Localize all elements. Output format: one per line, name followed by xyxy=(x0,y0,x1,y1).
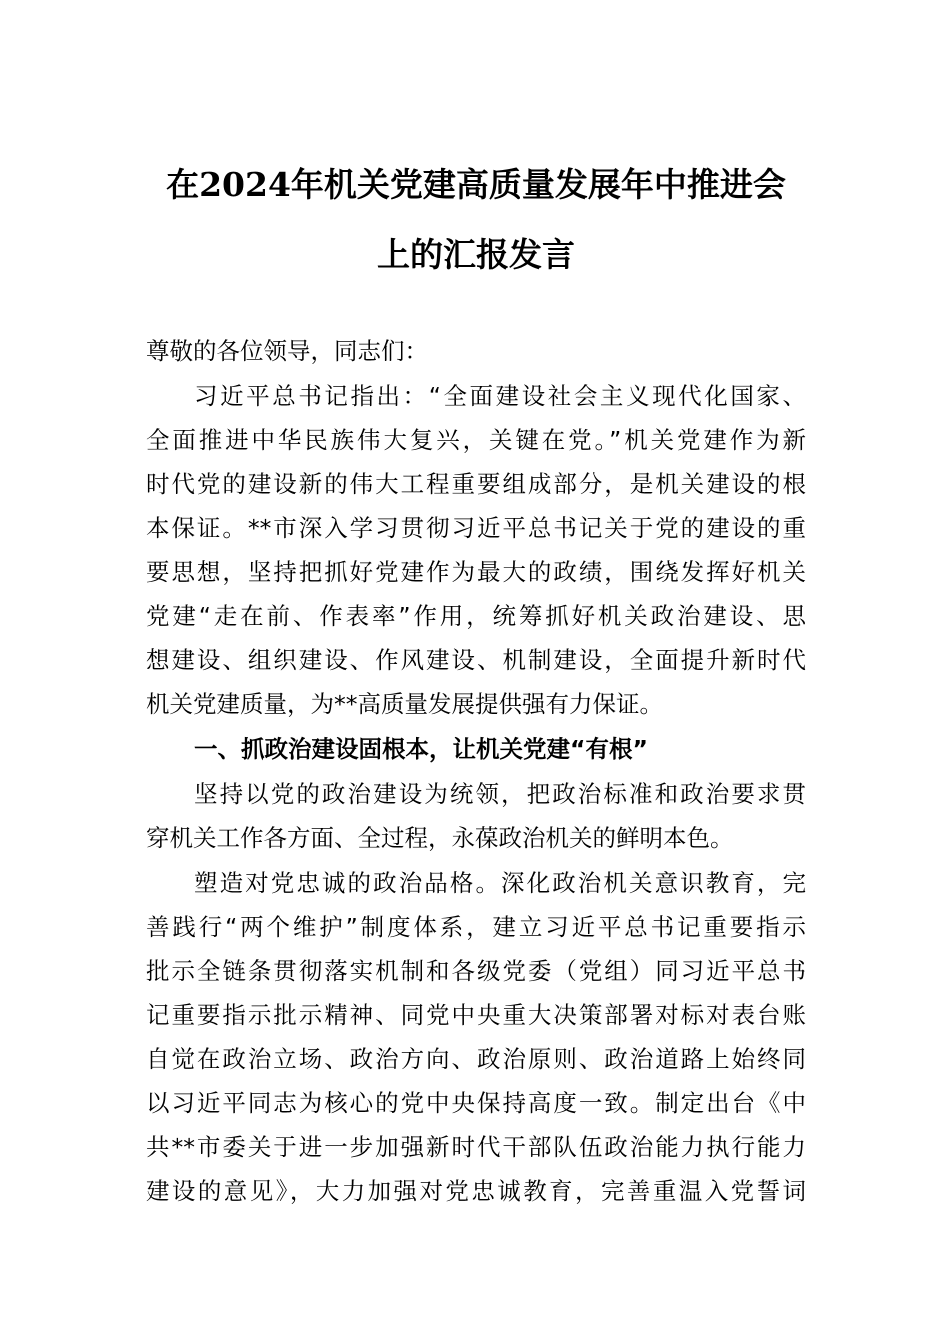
paragraph-line: 以习近平同志为核心的党中央保持高度一致。制定出台《中 xyxy=(146,1089,806,1117)
paragraph-line: 党建“走在前、作表率”作用，统筹抓好机关政治建设、思 xyxy=(146,602,806,630)
paragraph-line: 时代党的建设新的伟大工程重要组成部分，是机关建设的根 xyxy=(146,470,806,498)
paragraph-line: 建设的意见》，大力加强对党忠诚教育，完善重温入党誓词 xyxy=(146,1177,806,1205)
salutation: 尊敬的各位领导，同志们： xyxy=(146,337,428,365)
paragraph-line: 自觉在政治立场、政治方向、政治原则、政治道路上始终同 xyxy=(146,1045,806,1073)
paragraph-line: 机关党建质量，为**高质量发展提供强有力保证。 xyxy=(146,690,663,718)
paragraph-line: 本保证。**市深入学习贯彻习近平总书记关于党的建设的重 xyxy=(146,514,806,542)
section-heading: 一、抓政治建设固根本，让机关党建“有根” xyxy=(194,735,648,763)
document-title-line-1: 在2024年机关党建高质量发展年中推进会 xyxy=(166,165,786,204)
paragraph-line: 全面推进中华民族伟大复兴，关键在党。”机关党建作为新 xyxy=(146,426,806,454)
paragraph-line: 要思想，坚持把抓好党建作为最大的政绩，围绕发挥好机关 xyxy=(146,558,806,586)
paragraph-line: 想建设、组织建设、作风建设、机制建设，全面提升新时代 xyxy=(146,646,806,674)
paragraph-line: 共**市委关于进一步加强新时代干部队伍政治能力执行能力 xyxy=(146,1133,806,1161)
paragraph-line: 善践行“两个维护”制度体系，建立习近平总书记重要指示 xyxy=(146,913,806,941)
paragraph-line: 塑造对党忠诚的政治品格。深化政治机关意识教育，完 xyxy=(194,869,806,897)
paragraph-line: 记重要指示批示精神、同党中央重大决策部署对标对表台账 xyxy=(146,1001,806,1029)
document-title-line-2: 上的汇报发言 xyxy=(377,235,575,274)
paragraph-line: 批示全链条贯彻落实机制和各级党委（党组）同习近平总书 xyxy=(146,957,806,985)
paragraph-line: 习近平总书记指出：“全面建设社会主义现代化国家、 xyxy=(194,382,806,410)
paragraph-line: 穿机关工作各方面、全过程，永葆政治机关的鲜明本色。 xyxy=(146,824,734,852)
paragraph-line: 坚持以党的政治建设为统领，把政治标准和政治要求贯 xyxy=(194,780,806,808)
